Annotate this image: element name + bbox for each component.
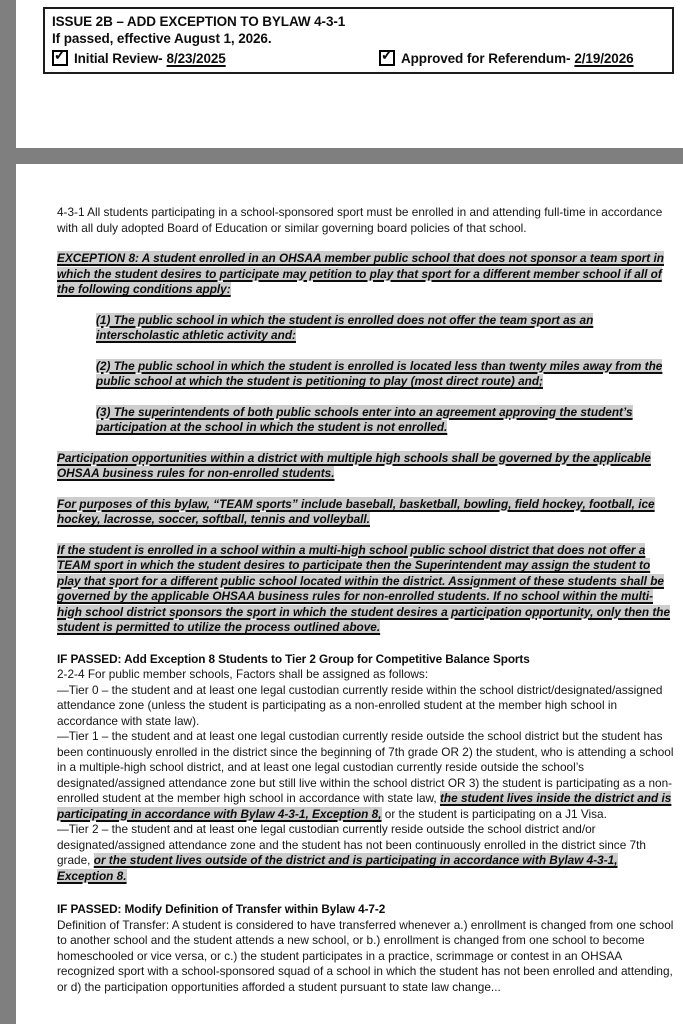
section-1-heading: IF PASSED: Add Exception 8 Students to Tier 2 Group for Competitive Balance Sports: [57, 651, 530, 666]
team-sports-highlighted-text: For purposes of this bylaw, “TEAM sports” include baseball, basketball, bowling, field hockey, football, ice hockey, lacrosse, soccer, softball, tennis and volleyball.: [57, 496, 655, 526]
issue-effective-date: If passed, effective August 1, 2026.: [52, 31, 272, 46]
bylaw-431-intro-paragraph: 4-3-1 All students participating in a school-sponsored sport must be enrolled in and attending full-time in accordance with all duly adopted Board of Education or similar governing board policies of that school.: [57, 205, 663, 235]
checkbox-checked-icon: [52, 47, 68, 66]
approved-referendum-item: [379, 47, 634, 66]
issue-box: [43, 7, 674, 74]
tier-1-paragraph: —Tier 1 – the student and at least one legal custodian currently reside outside the school district but the student has been continuously enrolled in the district since the beginning of 7th grade OR 2) the student, who is attending a school in a multiple-high school district, and at least one legal custodian currently reside outside the school’s designated/assigned attendance zone but still live within the school district OR 3) the student is participating as a non-enrolled student at the member high school in accordance with state law, the student lives inside the district and is participating in accordance with Bylaw 4-3-1, Exception 8, or the student is participating on a J1 Visa.: [57, 729, 674, 821]
factors-intro-line: 2-2-4 For public member schools, Factors shall be assigned as follows:: [57, 667, 429, 681]
condition-2-paragraph: [96, 359, 677, 390]
multi-high-school-paragraph: [57, 543, 677, 636]
exception-8-highlighted-text: EXCEPTION 8: A student enrolled in an OHSAA member public school that does not sponsor a team sport in which the student desires to participate may petition to play that sport for a different member school if all of the following conditions apply:: [57, 251, 664, 296]
condition-1-paragraph: [96, 313, 677, 344]
section-2-heading: IF PASSED: Modify Definition of Transfer within Bylaw 4-7-2: [57, 902, 386, 916]
approved-referendum-label: Approved for Referendum-: [401, 50, 571, 66]
document-page: [16, 164, 683, 1024]
participation-highlighted-text: Participation opportunities within a district with multiple high schools shall be governed by the applicable OHSAA business rules for non-enrolled students.: [57, 450, 651, 480]
conditions-list: [96, 313, 677, 436]
initial-review-label: Initial Review-: [74, 50, 163, 66]
approved-referendum-date: 2/19/2026: [574, 50, 634, 66]
condition-1-highlighted-text: (1) The public school in which the student is enrolled does not offer the team sport as an interscholastic athletic activity and:: [96, 312, 594, 342]
initial-review-date: 8/23/2025: [166, 50, 226, 66]
header-sheet: [16, 0, 683, 148]
participation-opportunities-paragraph: [57, 451, 677, 482]
initial-review-item: [52, 47, 379, 66]
tier-0-paragraph: —Tier 0 – the student and at least one legal custodian currently reside within the school district/designated/assigned attendance zone (unless the student is participating as a non-enrolled student at the member high school in accordance with state law).: [57, 682, 663, 728]
transfer-definition-paragraph: Definition of Transfer: A student is considered to have transferred whenever a.) enrollment is changed from one school to another school and the student attends a new school, or b.) enrollment is changed from one school to become homeschooled or vice versa, or c.) the student participates in a practice, scrimmage or contest in an OHSAA recognized sport with a school-sponsored squad of a school in which the student has not been enrolled and attending, or d) the participation opportunities afforded a student pursuant to state law change...: [57, 917, 674, 994]
tier-2-paragraph: —Tier 2 – the student and at least one legal custodian currently reside outside the school district and/or designated/assigned attendance zone and the student has not been continuously enrolled in the district since 7th grade, or the student lives outside of the district and is participating in accordance with Bylaw 4-3-1, Exception 8.: [57, 822, 646, 883]
checkmark-icon: ✓: [53, 47, 67, 64]
exception-8-paragraph: [57, 251, 677, 298]
condition-3-paragraph: [96, 405, 677, 436]
checkbox-row: [52, 47, 664, 66]
multi-high-highlighted-text: If the student is enrolled in a school within a multi-high school public school district that does not offer a TEAM sport in which the student desires to participate then the Superintendent may assign the student to play that sport for a different public school located within the district. Assignment of these students shall be governed by the applicable OHSAA business rules for non-enrolled students. If no school within the multi-high school district sponsors the sport in which the student desires a participation opportunity, only then the student is permitted to utilize the process outlined above.: [57, 542, 671, 634]
team-sports-definition-paragraph: [57, 497, 677, 528]
issue-title: ISSUE 2B – ADD EXCEPTION TO BYLAW 4-3-1: [52, 14, 346, 29]
checkbox-checked-icon: [379, 47, 395, 66]
condition-3-highlighted-text: (3) The superintendents of both public schools enter into an agreement approving the student’s participation at the school in which the student is not enrolled.: [96, 404, 633, 434]
checkmark-icon: ✓: [380, 47, 394, 64]
condition-2-highlighted-text: (2) The public school in which the student is enrolled is located less than twenty miles away from the public school at which the student is petitioning to play (most direct route) and;: [96, 358, 663, 388]
